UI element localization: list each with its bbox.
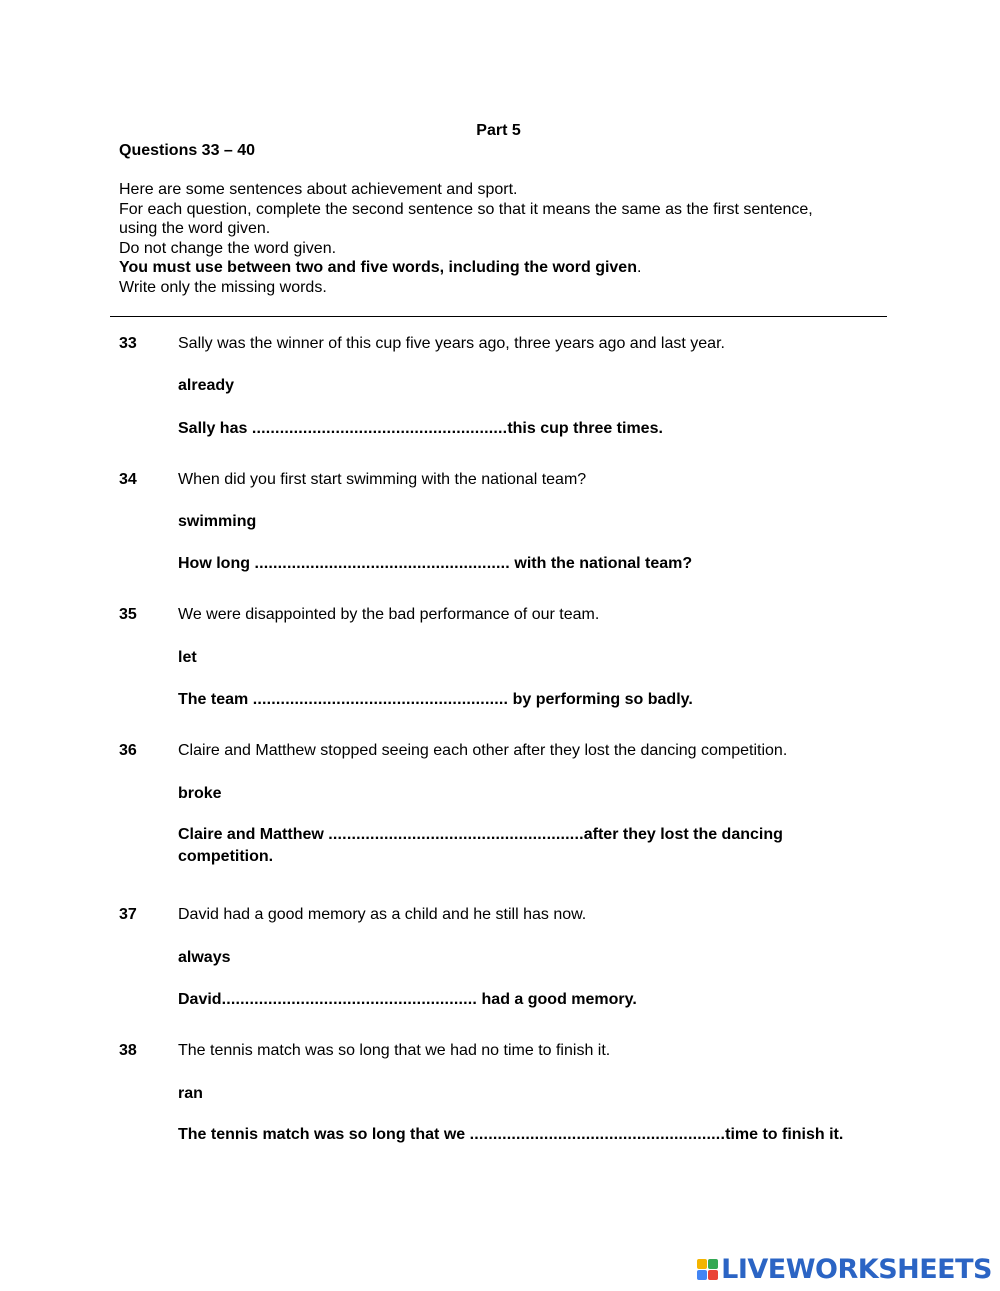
question-sentence: David had a good memory as a child and he still has now. (178, 906, 587, 923)
liveworksheets-logo (697, 1252, 992, 1286)
instruction-bold: You must use between two and five words, including the word given (119, 259, 637, 276)
keyword: let (178, 649, 197, 666)
instructions (119, 180, 889, 297)
logo-blocks-icon (697, 1259, 718, 1280)
keyword: always (178, 949, 231, 966)
instruction-line: Here are some sentences about achievement and sport. (119, 181, 518, 198)
answer-line (178, 553, 868, 575)
answer-end: after they lost the dancing competition. (178, 826, 783, 865)
logo-block (708, 1259, 718, 1269)
logo-block (697, 1259, 707, 1269)
answer-line (178, 1124, 868, 1146)
answer-gap[interactable]: ....................................................... (469, 1126, 726, 1143)
answer-line (178, 689, 868, 711)
question-number: 38 (119, 1042, 137, 1059)
logo-block (697, 1270, 707, 1280)
answer-gap[interactable]: ....................................................... (328, 826, 584, 843)
answer-end: by performing so badly. (508, 691, 693, 708)
keyword: ran (178, 1085, 203, 1102)
logo-text: LIVEWORKSHEETS (721, 1253, 992, 1285)
question-number: 34 (119, 471, 137, 488)
question-number: 35 (119, 606, 137, 623)
answer-start: The tennis match was so long that we (178, 1126, 470, 1143)
question-sentence: Sally was the winner of this cup five years ago, three years ago and last year. (178, 335, 725, 352)
instruction-line: Do not change the word given. (119, 239, 337, 257)
answer-gap[interactable]: ....................................................... (252, 691, 509, 708)
answer-gap[interactable]: ....................................................... (221, 991, 478, 1008)
question-sentence: Claire and Matthew stopped seeing each other after they lost the dancing competition. (178, 742, 788, 759)
answer-end: had a good memory. (477, 991, 637, 1008)
logo-block (708, 1270, 718, 1280)
keyword: broke (178, 785, 222, 802)
answer-line (178, 989, 868, 1011)
answer-end: time to finish it. (725, 1126, 844, 1143)
keyword: swimming (178, 513, 257, 530)
answer-end: this cup three times. (507, 420, 663, 437)
question-sentence: We were disappointed by the bad performance of our team. (178, 606, 600, 623)
keyword: already (178, 377, 235, 394)
instruction-line: For each question, complete the second sentence so that it means the same as the first sentence, (119, 200, 813, 218)
answer-line (178, 418, 868, 440)
answer-gap[interactable]: ....................................................... (251, 420, 508, 437)
answer-line (178, 824, 828, 868)
question-range: Questions 33 – 40 (119, 142, 256, 159)
answer-start: Sally has (178, 420, 252, 437)
question-number: 33 (119, 335, 137, 352)
instruction-line: Write only the missing words. (119, 278, 327, 296)
instruction-line: using the word given. (119, 220, 271, 237)
answer-start: Claire and Matthew (178, 826, 329, 843)
question-sentence: The tennis match was so long that we had no time to finish it. (178, 1042, 611, 1059)
question-number: 37 (119, 906, 137, 923)
answer-gap[interactable]: ....................................................... (254, 555, 510, 572)
answer-start: The team (178, 691, 253, 708)
divider (110, 316, 887, 317)
answer-end: with the national team? (509, 555, 693, 572)
answer-start: David (178, 991, 222, 1008)
instruction-period: . (636, 259, 642, 276)
answer-start: How long (178, 555, 255, 572)
question-number: 36 (119, 742, 137, 759)
part-title: Part 5 (476, 122, 521, 139)
question-sentence: When did you first start swimming with the national team? (178, 471, 587, 488)
instruction-line (119, 258, 889, 278)
